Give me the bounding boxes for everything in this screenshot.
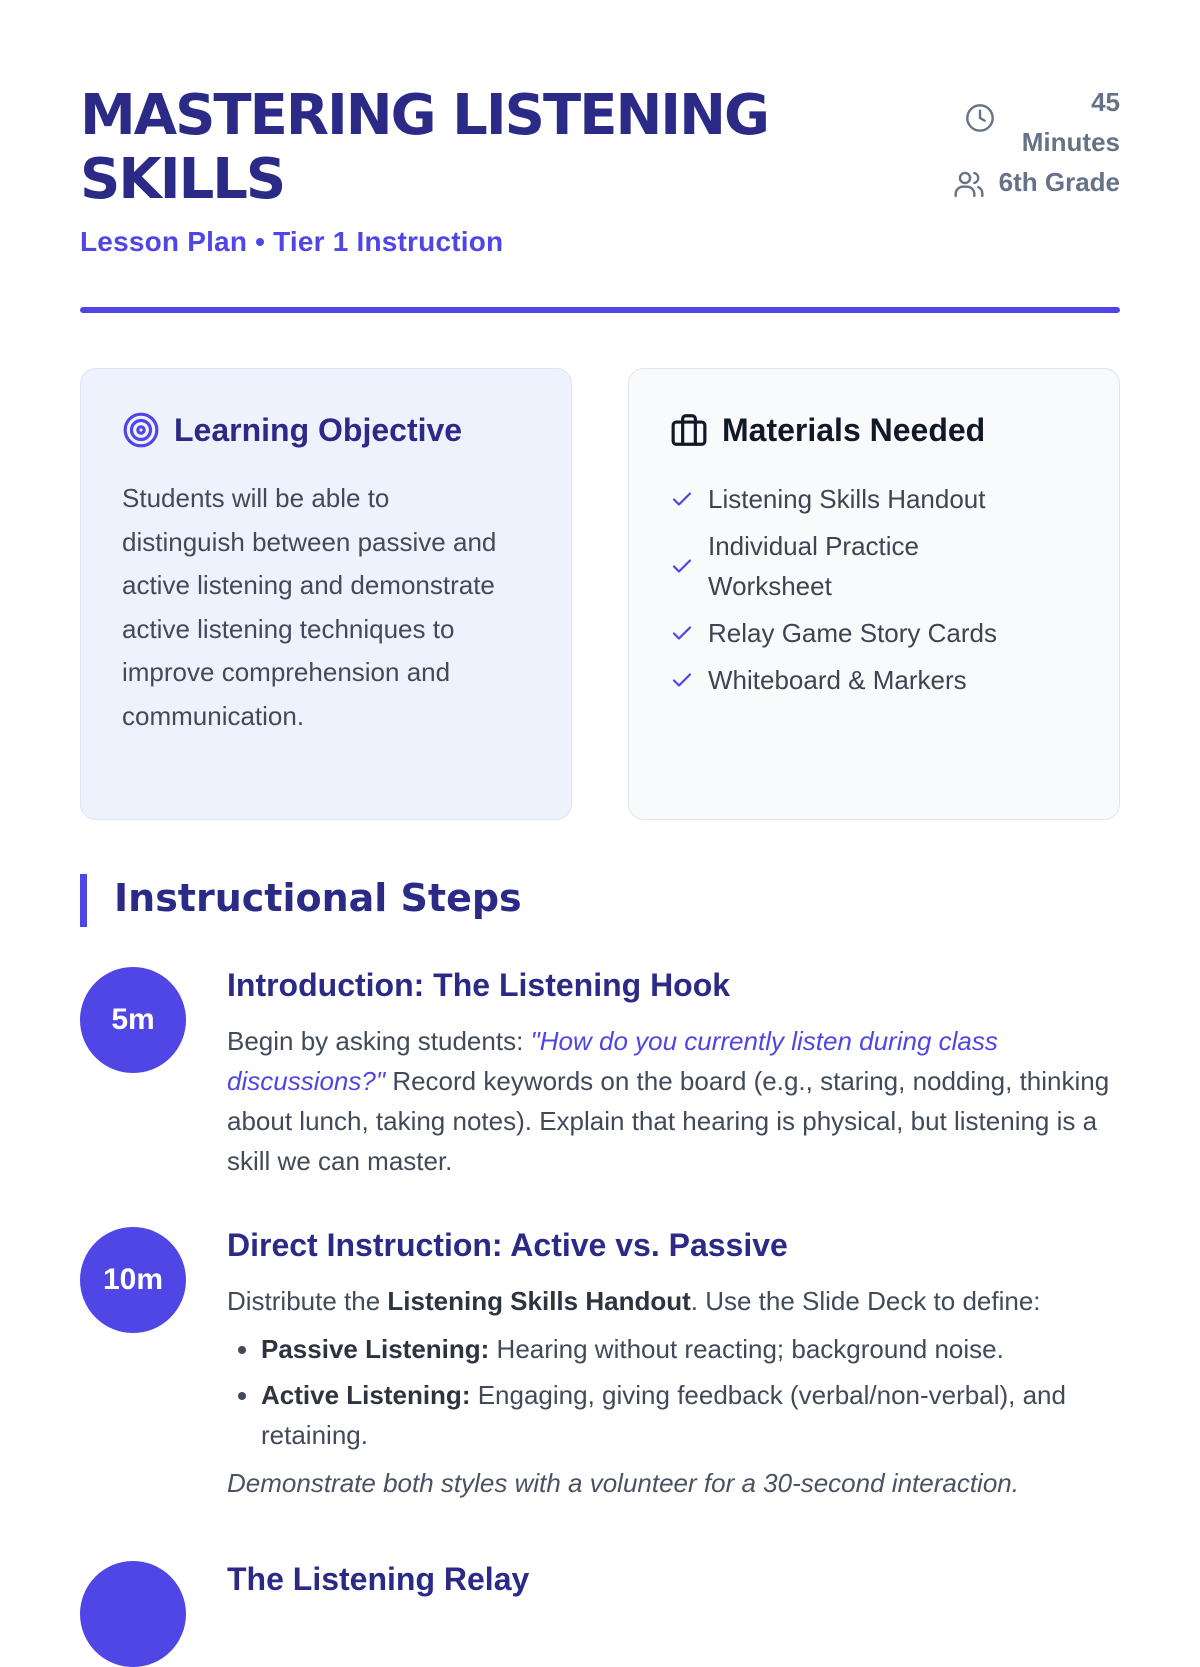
check-icon — [670, 554, 694, 578]
briefcase-icon — [670, 411, 708, 449]
bullet-desc: Engaging, giving feedback (verbal/non-verbal), and retaining. — [261, 1380, 1066, 1450]
step-text-lead: Distribute the — [227, 1286, 388, 1316]
materials-header — [670, 411, 985, 449]
section-accent-bar — [80, 874, 87, 927]
lesson-meta — [920, 82, 1120, 202]
step-body — [227, 1561, 1120, 1601]
material-label: Listening Skills Handout — [708, 484, 986, 514]
lesson-plan-page — [80, 0, 1120, 1600]
grade-row — [920, 162, 1120, 202]
materials-title: Materials Needed — [722, 411, 986, 448]
material-label: Relay Game Story Cards — [708, 618, 997, 648]
step-text-rest: . Use the Slide Deck to define: — [690, 1286, 1041, 1316]
duration-row — [920, 82, 1120, 162]
step-text — [227, 1021, 1120, 1181]
materials-card — [628, 368, 1120, 820]
step-time-badge: 10m — [80, 1227, 186, 1333]
header-divider — [80, 307, 1120, 313]
step-body — [227, 1227, 1120, 1503]
step-bullet-list — [227, 1329, 1120, 1455]
step-title: Direct Instruction: Active vs. Passive — [227, 1227, 788, 1263]
materials-list — [670, 479, 1090, 707]
page-subtitle: Lesson Plan • Tier 1 Instruction — [80, 226, 504, 257]
target-icon — [122, 411, 160, 449]
step-time-badge — [80, 1561, 186, 1667]
list-item — [670, 526, 1090, 606]
step-body — [227, 967, 1120, 1181]
objective-header — [122, 411, 462, 449]
duration-text: 45 Minutes — [1021, 87, 1120, 157]
material-label: Individual Practice Worksheet — [708, 531, 919, 601]
users-icon — [953, 168, 985, 200]
step-quote: "How do you currently listen during class discussions?" — [227, 1026, 998, 1096]
list-item — [670, 660, 1090, 700]
learning-objective-card — [80, 368, 572, 820]
check-icon — [670, 487, 694, 511]
step-text-lead: Begin by asking students: — [227, 1026, 531, 1056]
clock-icon — [964, 102, 996, 134]
list-item — [261, 1375, 1120, 1455]
check-icon — [670, 621, 694, 645]
step-note: Demonstrate both styles with a volunteer for a 30-second interaction. — [227, 1468, 1019, 1498]
list-item — [261, 1329, 1120, 1369]
step-text-bold: Listening Skills Handout — [387, 1286, 691, 1316]
step-time-badge: 5m — [80, 967, 186, 1073]
bullet-term: Passive Listening: — [261, 1334, 490, 1364]
list-item — [670, 613, 1090, 653]
list-item — [670, 479, 1090, 519]
grade-text: 6th Grade — [998, 167, 1120, 197]
bullet-term: Active Listening: — [261, 1380, 471, 1410]
step-text-rest: Record keywords on the board (e.g., staring, nodding, thinking about lunch, taking notes). Explain that hearing is physical, but listening is a skill we can master. — [227, 1066, 1110, 1176]
step-text — [227, 1281, 1120, 1321]
objective-title: Learning Objective — [174, 411, 463, 448]
step-title: The Listening Relay — [227, 1561, 530, 1597]
section-title: Instructional Steps — [114, 876, 522, 920]
check-icon — [670, 668, 694, 692]
bullet-desc: Hearing without reacting; background noise. — [489, 1334, 1004, 1364]
page-title: MASTERING LISTENING SKILLS — [80, 83, 768, 212]
material-label: Whiteboard & Markers — [708, 665, 967, 695]
objective-text: Students will be able to distinguish between passive and active listening and demonstrate active listening techniques to improve comprehension and communication. — [122, 483, 497, 731]
step-title: Introduction: The Listening Hook — [227, 967, 731, 1003]
